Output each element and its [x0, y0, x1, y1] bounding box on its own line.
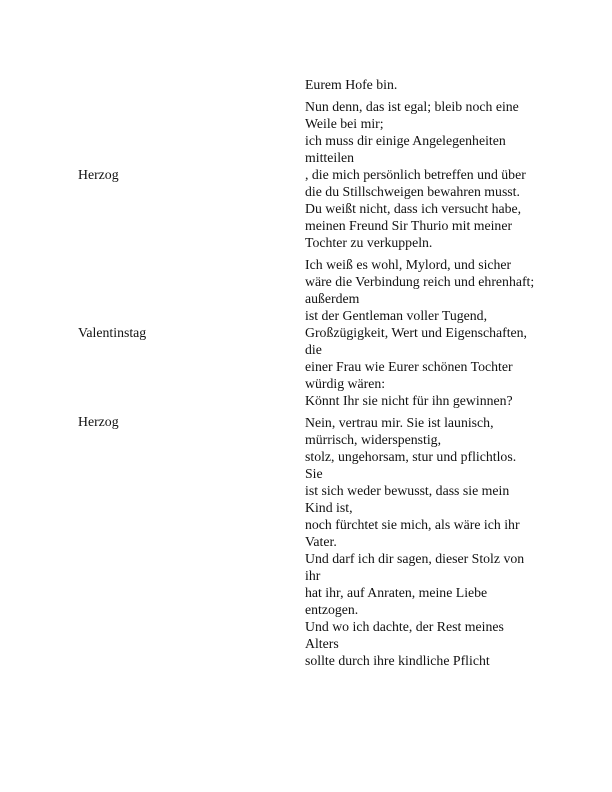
dialogue-line: Und wo ich dachte, der Rest meines Alters — [305, 619, 504, 651]
dialogue-line: Und darf ich dir sagen, dieser Stolz von ihr — [305, 551, 525, 583]
dialogue-line: Nun denn, das ist egal; bleib noch eine Weile bei mir; — [305, 99, 519, 131]
dialogue-line: Eurem Hofe bin. — [305, 77, 398, 92]
dialogue-lines — [305, 256, 535, 409]
speaker-name: Herzog — [78, 414, 119, 429]
dialogue-row — [78, 76, 535, 93]
speaker-name: Herzog — [78, 166, 119, 182]
dialogue-line: einer Frau wie Eurer schönen Tochter würdig wären: — [305, 359, 513, 391]
dialogue-line: , die mich persönlich betreffen und über die du Stillschweigen bewahren musst. — [305, 167, 526, 199]
dialogue-line: meinen Freund Sir Thurio mit meiner Tochter zu verkuppeln. — [305, 218, 513, 250]
dialogue-line: Könnt Ihr sie nicht für ihn gewinnen? — [305, 393, 513, 408]
dialogue-lines — [305, 98, 535, 251]
speaker-name: Valentinstag — [78, 324, 147, 340]
dialogue-line: Du weißt nicht, dass ich versucht habe, — [305, 201, 522, 216]
dialogue-table — [74, 71, 539, 674]
dialogue-line: Ich weiß es wohl, Mylord, und sicher wäre die Verbindung reich und ehrenhaft; außerdem — [305, 257, 535, 306]
dialogue-lines — [305, 414, 535, 669]
dialogue-line: Nein, vertrau mir. Sie ist launisch, mürrisch, widerspenstig, — [305, 415, 494, 447]
dialogue-lines — [305, 76, 535, 93]
dialogue-row — [78, 98, 535, 251]
speaker-name — [78, 76, 301, 93]
dialogue-line: ist sich weder bewusst, dass sie mein Kind ist, — [305, 483, 510, 515]
dialogue-row — [78, 256, 535, 409]
dialogue-line: sollte durch ihre kindliche Pflicht — [305, 653, 490, 668]
dialogue-line: ich muss dir einige Angelegenheiten mitteilen — [305, 133, 506, 165]
dialogue-line: ist der Gentleman voller Tugend, Großzügigkeit, Wert und Eigenschaften, die — [305, 308, 528, 357]
dialogue-line: stolz, ungehorsam, stur und pflichtlos. Sie — [305, 449, 517, 481]
dialogue-line: hat ihr, auf Anraten, meine Liebe entzogen. — [305, 585, 488, 617]
dialogue-row — [78, 414, 535, 669]
dialogue-line: noch fürchtet sie mich, als wäre ich ihr Vater. — [305, 517, 520, 549]
